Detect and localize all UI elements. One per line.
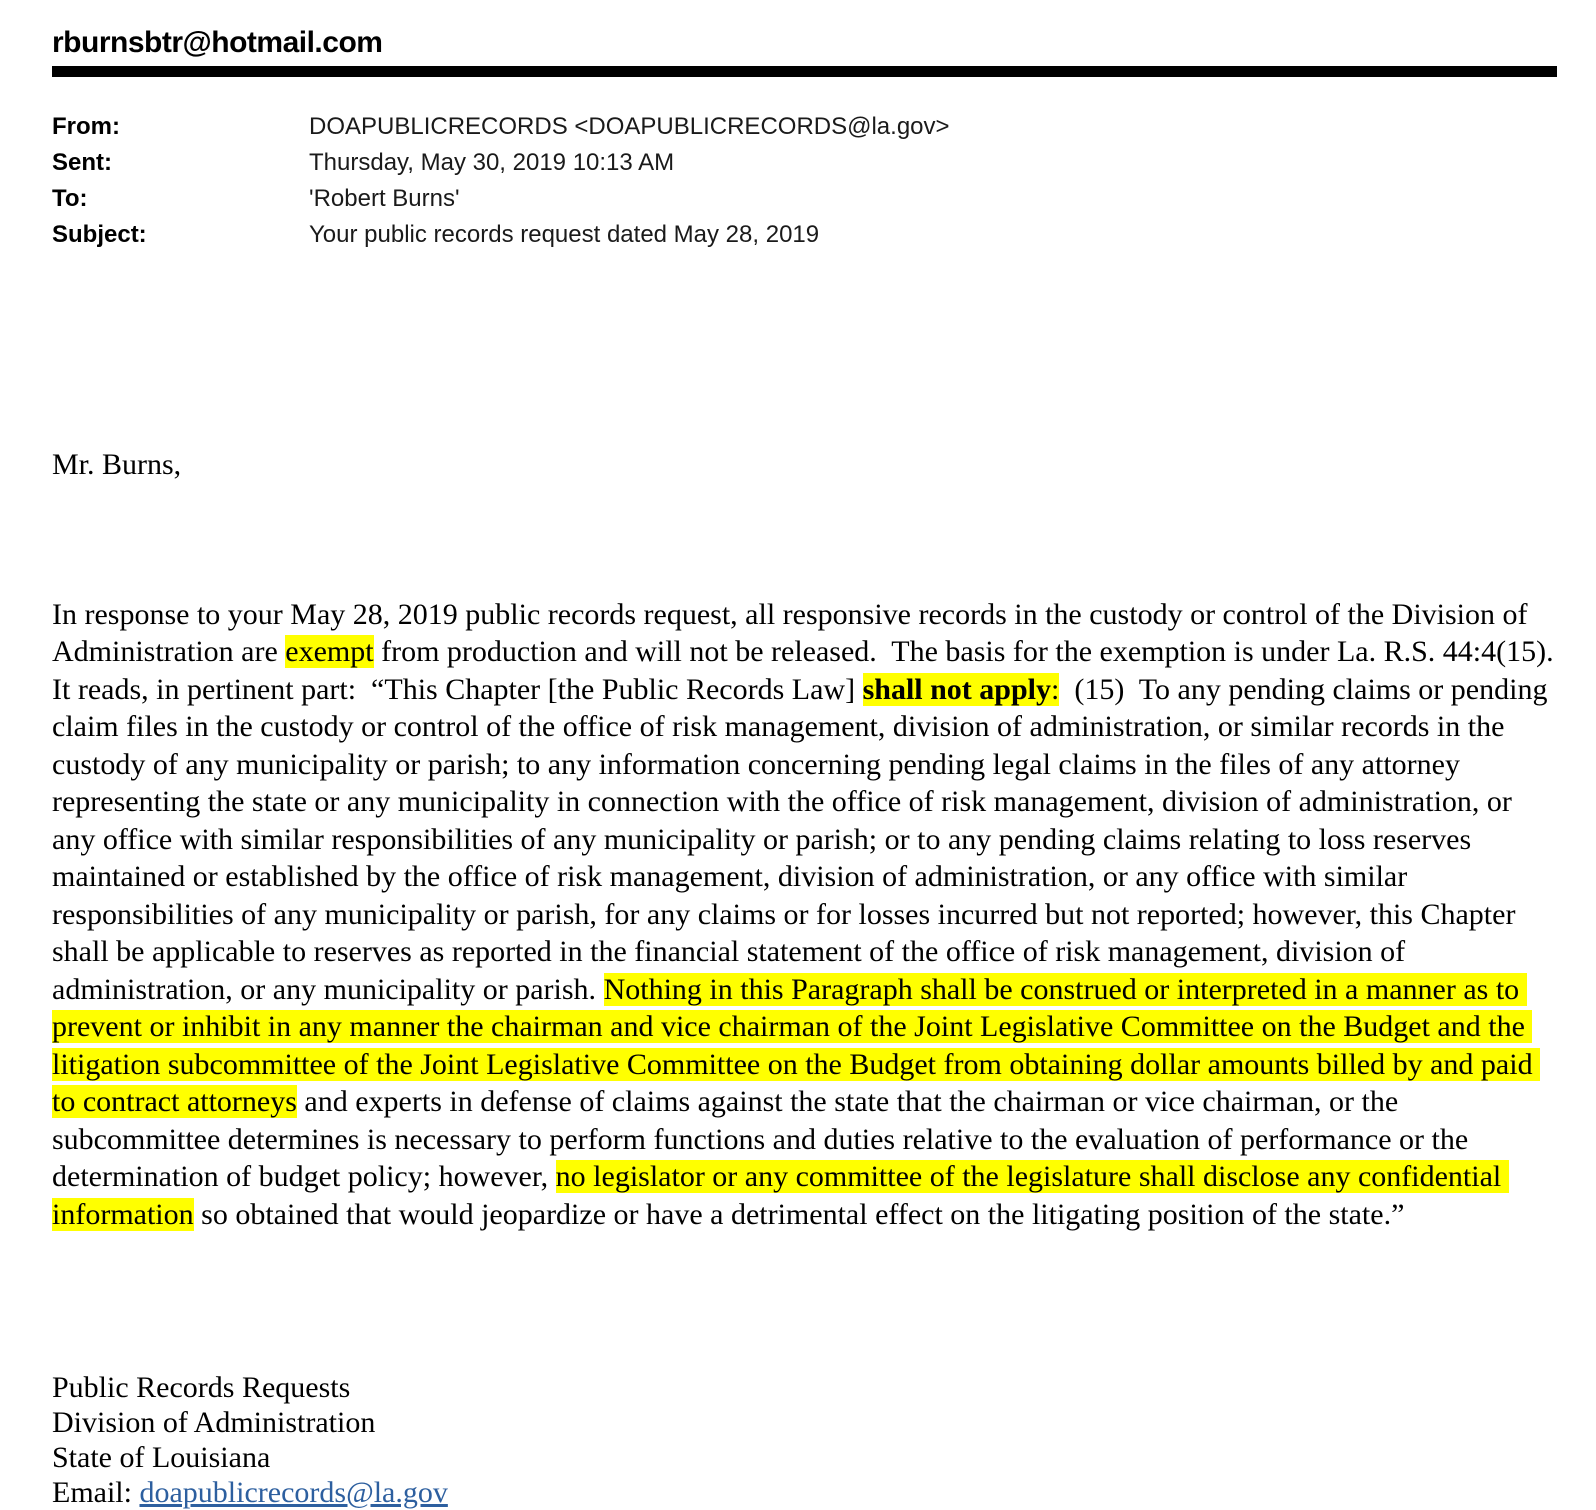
body-text-segment: so obtained that would jeopardize or have a detrimental effect on the litigating position of the state.” [193, 1197, 1405, 1231]
body-text-segment: from production and will not be released. The basis for the exemption is under La. R.S. 44:4(15). It reads, in pertinent part: “This Chapter [the Public Records Law] [52, 635, 1569, 706]
header-divider [52, 66, 1557, 77]
header-value-sent: Thursday, May 30, 2019 10:13 AM [309, 149, 675, 176]
signature-line-org: Public Records Requests [52, 1371, 351, 1404]
salutation: Mr. Burns, [52, 448, 182, 481]
signature-email-line [52, 1475, 1557, 1510]
highlighted-segment: exempt [285, 635, 374, 668]
email-headers [52, 109, 1557, 253]
email-body-paragraph [52, 596, 1569, 1234]
highlighted-segment: : [1051, 672, 1060, 706]
bold-highlighted-segment: shall not apply [862, 672, 1052, 706]
header-value-to: 'Robert Burns' [309, 185, 460, 212]
signature-email-link[interactable]: doapublicrecords@la.gov [139, 1476, 448, 1509]
body-text-segment: and experts in defense of claims against the state that the chairman or vice chairman, or the subcommittee determines is necessary to perform functions and duties relative to the evaluation of performance or the determination of budget policy; however, [52, 1085, 1476, 1193]
header-value-subject: Your public records request dated May 28, 2019 [309, 221, 820, 248]
header-label-sent: Sent: [52, 149, 112, 176]
signature-line-div: Division of Administration [52, 1406, 376, 1439]
header-value-from: DOAPUBLICRECORDS <DOAPUBLICRECORDS@la.gov> [309, 113, 950, 140]
header-label-from: From: [52, 113, 120, 140]
signature-line-state: State of Louisiana [52, 1441, 271, 1474]
highlighted-segment: Nothing in this Paragraph shall be construed or interpreted in a manner as to prevent or inhibit in any manner the chairman and vice chairman of the Joint Legislative Committee on the Budget and the litigation subcommittee of the Joint Legislative Committee on the Budget from obtaining dollar amounts billed by and paid to contract attorneys [52, 972, 1541, 1118]
signature-email-label: Email: [52, 1476, 140, 1509]
body-text-segment: (15) To any pending claims or pending claim files in the custody or control of the office of risk management, division of administration, or similar records in the custody of any municipality or parish; to any information concerning pending legal claims in the files of any attorney representing the state or any municipality in connection with the office of risk management, division of administration, or any office with similar responsibilities of any municipality or parish; or to any pending claims relating to loss reserves maintained or established by the office of risk management, division of administration, or any office with similar responsibilities of any municipality or parish, for any claims or for losses incurred but not reported; however, this Chapter shall be applicable to reserves as reported in the financial statement of the office of risk management, division of administration, or any municipality or parish. [52, 672, 1555, 1006]
signature-block [52, 1370, 1557, 1510]
header-label-to: To: [52, 185, 88, 212]
mailbox-address: rburnsbtr@hotmail.com [52, 26, 383, 59]
email-body [52, 371, 1569, 1308]
highlighted-segment: no legislator or any committee of the legislature shall disclose any confidential information [52, 1160, 1509, 1231]
header-label-subject: Subject: [52, 221, 147, 248]
body-text-segment: In response to your May 28, 2019 public records request, all responsive records in the custody or control of the Division of Administration are [52, 597, 1534, 668]
